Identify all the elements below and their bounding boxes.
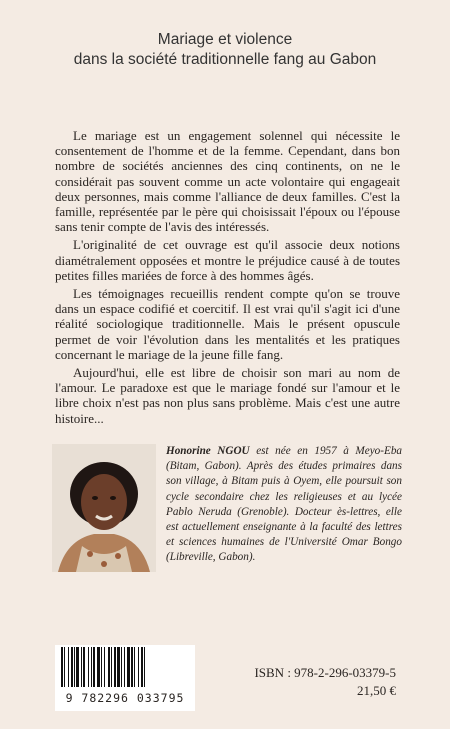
barcode-bar [97, 647, 100, 687]
author-bio-text: est née en 1957 à Meyo-Eba (Bitam, Gabon). Après des études primaires dans son village, à Bitam puis à Oyem, elle poursuit son cycle secondaire chez les religieuses et au lycée Pablo Neruda (Grenoble). Docteur ès-lettres, elle est actuellement enseignante à la faculté des lettres et sciences humaines de l'Université Omar Bongo (Libreville, Gabon). [166, 445, 403, 564]
barcode-bar [93, 647, 95, 687]
barcode-bar [104, 647, 105, 687]
barcode-bar [141, 647, 143, 687]
blurb-text [55, 128, 400, 429]
paragraph-2: L'originalité de cet ouvrage est qu'il associe deux notions diamétralement opposées et montre le préjudice causé à de toutes petites filles mariées de force à des hommes âgés. [55, 237, 400, 283]
title-line-2: dans la société traditionnelle fang au Gabon [73, 51, 377, 68]
title-line-1: Mariage et violence [157, 31, 293, 48]
barcode-bar [71, 647, 73, 687]
author-portrait-icon [52, 444, 156, 572]
barcode-bar [101, 647, 102, 687]
barcode-bar [74, 647, 75, 687]
barcode-bar [144, 647, 145, 687]
paragraph-1: Le mariage est un engagement solennel qui nécessite le consentement de l'homme et de la femme. Cependant, dans bon nombre de sociétés anciennes des cinq continents, on ne le considérait pas souvent comme un acte volontaire qui engageait deux personnes, mais comme l'alliance de deux familles. C'est la famille, représentée par le père qui choisissait l'époux ou l'épouse sans tenir compte de l'avis des intéressés. [55, 128, 400, 235]
barcode-bar [138, 647, 139, 687]
paragraph-3: Les témoignages recueillis rendent compte qu'on se trouve dans un espace codifié et coercitif. Il est vrai qu'il s'agit ici d'une réalité sociologique traditionnelle. Mais le présent opuscule permet de voir l'évolution dans les mentalités et les pratiques concernant le mariage de la jeune fille fang. [55, 286, 400, 362]
barcode-bar [121, 647, 122, 687]
barcode-bar [61, 647, 63, 687]
barcode-bar [68, 647, 69, 687]
barcode-digits: 9 782296 033795 [55, 688, 195, 708]
author-photo [52, 444, 156, 572]
barcode-bar [108, 647, 110, 687]
barcode-bar [76, 647, 79, 687]
book-title [0, 30, 450, 70]
barcode-bar [64, 647, 65, 687]
barcode-bar [124, 647, 125, 687]
author-name: Honorine NGOU [166, 445, 250, 457]
paragraph-4: Aujourd'hui, elle est libre de choisir son mari au nom de l'amour. Le paradoxe est que le mariage fondé sur l'amour et le libre choix n'est pas non plus sans problème. Mais c'est une autre histoire... [55, 365, 400, 426]
barcode-bar [127, 647, 130, 687]
barcode-bar [111, 647, 112, 687]
barcode-bar [134, 647, 135, 687]
isbn-number: ISBN : 978-2-296-03379-5 [254, 665, 396, 680]
barcode-bar [81, 647, 82, 687]
barcode-bar [83, 647, 85, 687]
barcode-bar [114, 647, 116, 687]
barcode-bar [117, 647, 120, 687]
barcode-bar [91, 647, 92, 687]
price: 21,50 € [357, 683, 396, 698]
isbn-block [254, 664, 396, 700]
author-bio [166, 444, 402, 566]
barcode-bar [88, 647, 89, 687]
barcode-bar [131, 647, 133, 687]
barcode-icon [55, 645, 195, 689]
